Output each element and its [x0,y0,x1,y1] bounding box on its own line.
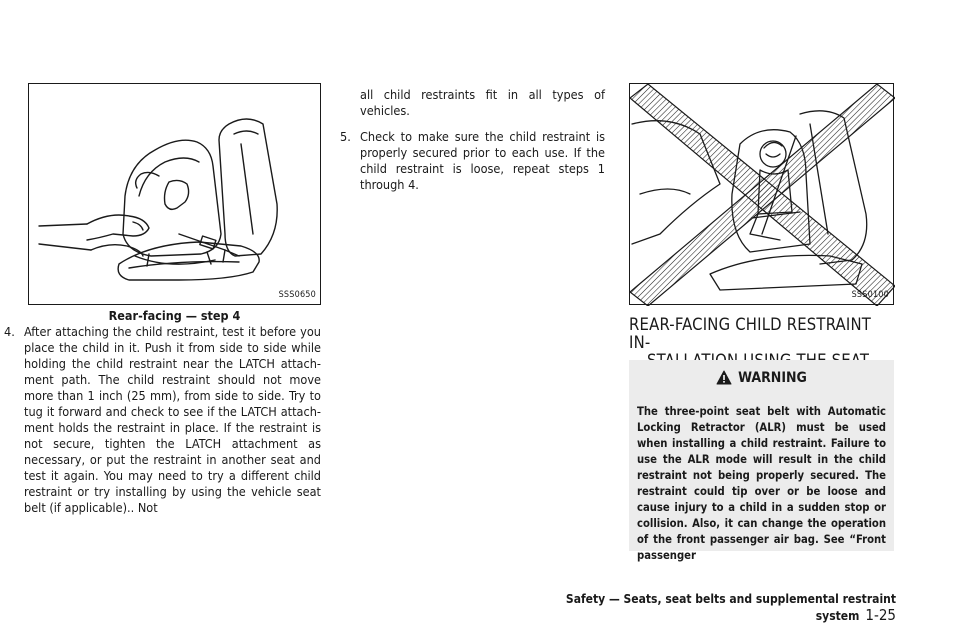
figure-caption: Rear-facing — step 4 [108,308,241,323]
warning-triangle-icon [716,370,732,385]
page-number: 1-25 [865,606,896,624]
step-4-continued [340,87,605,119]
section-title-line-1: REAR-FACING CHILD RESTRAINT IN- [629,315,872,352]
child-seat-illustration [29,84,322,306]
figure-incorrect-installation [629,83,894,305]
step-number: 5. [340,129,351,144]
figure-code: SSS0100 [851,290,889,300]
footer-section: Safety — Seats, seat belts and supplemental restraint system [565,592,896,623]
warning-box [629,360,894,562]
step-text: After attaching the child restraint, test it before you place the child in it. Push it from side to side while holding the child restraint near the LATCH attach- ment path. The child restraint should not move more than 1 inch (25 mm), from side to side. Try to tug it forward and check to see if the LATCH attach- ment holds the restraint in place. If the restraint is not secure, tighten the LATCH attachment as necessary, or put the restraint in another seat and test it again. You may need to try a different child restraint or try installing by using the vehicle seat belt (if applicable).. Not [24,324,321,515]
crossed-out-illustration [630,84,895,306]
column-1-text [4,324,321,516]
step-4 [4,324,321,516]
page-footer [520,592,896,624]
column-2-text [340,87,605,193]
warning-heading [629,370,894,386]
step-5 [340,129,605,193]
figure-rear-facing-step4 [28,83,321,305]
warning-text: The three-point seat belt with Automatic Locking Retractor (ALR) must be used when installing a child restraint. Failure to use the ALR mode will result in the child restraint not being properly secured. The restraint could tip over or be loose and cause injury to a child in a sudden stop or collision. Also, it can change the operation of the front passenger air bag. See “Front passenger [637,405,886,562]
step-number: 4. [4,324,15,339]
step-text: all child restraints fit in all types of vehicles. [360,87,605,118]
step-text: Check to make sure the child restraint is properly secured prior to each use. If the child restraint is loose, repeat steps 1 through 4. [360,129,605,192]
warning-title: WARNING [738,370,807,386]
figure-code: SSS0650 [278,290,316,300]
